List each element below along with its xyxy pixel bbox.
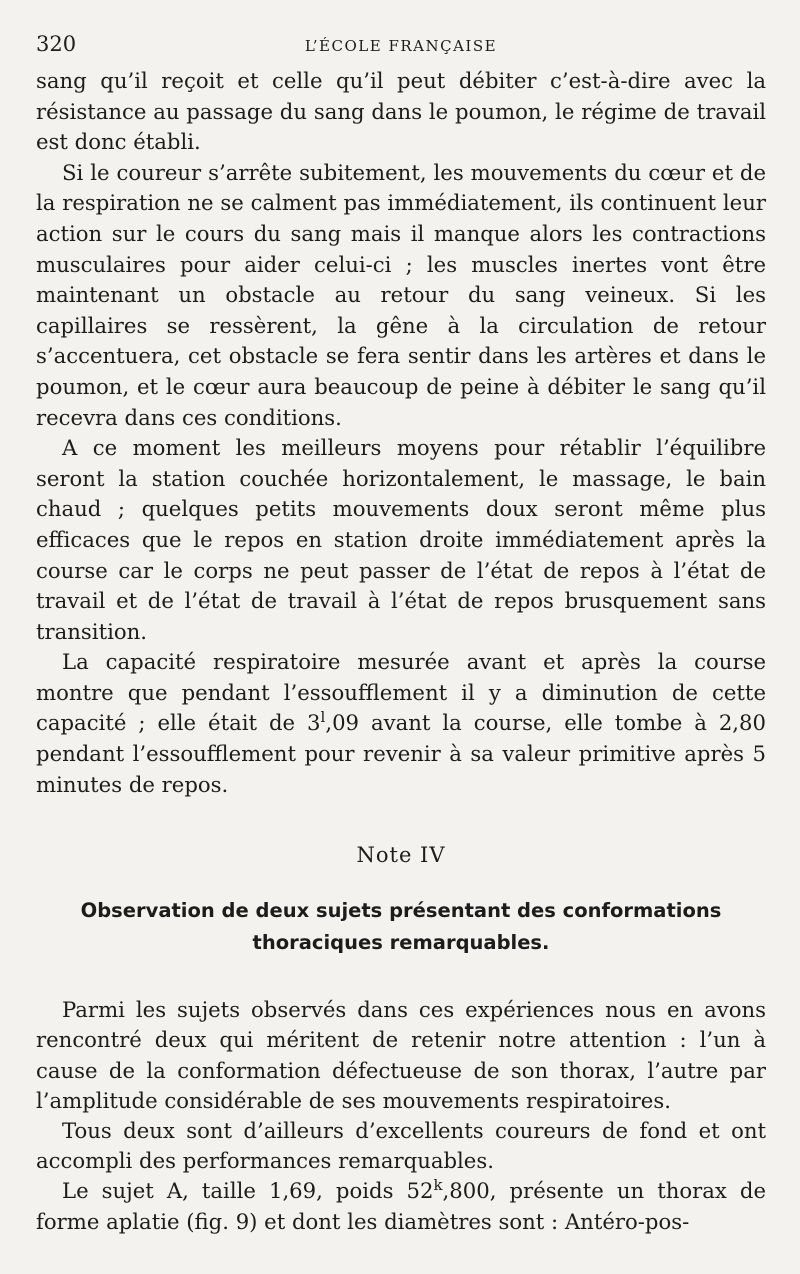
running-head bbox=[36, 30, 766, 66]
paragraph-runner-stops: Si le coureur s’arrête subitement, les mouvements du cœur et de la respiration ne se calment pas immédiatement, ils continuent leur action sur le cours du sang mais il manque alors les contractions musculaires pour aider celui-ci ; les muscles inertes vont être maintenant un obstacle au retour du sang veineux. Si les capillaires se ressèrent, la gêne à la circulation de retour s’accentuera, cet obstacle se fera sentir dans les artères et dans le poumon, et le cœur aura beaucoup de peine à débiter le sang qu’il recevra dans ces conditions. bbox=[36, 159, 766, 430]
paragraph-subjects: Parmi les sujets observés dans ces expériences nous en avons rencontré deux qui méritent de retenir notre attention : l’un à cause de la conformation défectueuse de son thorax, l’autre par l’amplitude considérable de ses mouvements respiratoires. bbox=[36, 997, 766, 1113]
paragraph-subject-a bbox=[36, 1176, 766, 1236]
unit-superscript: l bbox=[320, 708, 326, 727]
paragraph-runners: Tous deux sont d’ailleurs d’excellents coureurs de fond et ont accompli des performances remarquables. bbox=[36, 1118, 766, 1174]
paragraph-respiratory-capacity bbox=[36, 647, 766, 800]
note-title-line: Observation de deux sujets présentant des conformations bbox=[80, 899, 722, 923]
note-heading: Note IV bbox=[356, 843, 446, 868]
text-segment: Le sujet A, taille 1,69, poids 52 bbox=[62, 1178, 434, 1204]
book-page bbox=[36, 30, 766, 1237]
paragraph-recovery: A ce moment les meilleurs moyens pour rétablir l’équilibre seront la station couchée horizontalement, le massage, le bain chaud ; quelques petits mouvements doux seront même plus efficaces que le repos en station droite immédiatement après la course car le corps ne peut passer de l’état de repos à l’état de travail et de l’état de travail à l’état de repos brusquement sans transition. bbox=[36, 435, 766, 644]
section-2 bbox=[36, 995, 766, 1237]
note-title bbox=[36, 895, 766, 959]
text-segment: ,800, présente un thorax de forme aplatie (fig. 9) et dont les diamètres sont : Antéro-pos- bbox=[36, 1178, 766, 1234]
page-number: 320 bbox=[36, 32, 77, 56]
text-segment: La capacité respiratoire mesurée avant et après la course montre que pendant l’essoufflement il y a diminution de cette capacité ; elle était de 3 bbox=[36, 649, 766, 736]
paragraph-continued: sang qu’il reçoit et celle qu’il peut débiter c’est-à-dire avec la résistance au passage du sang dans le poumon, le régime de travail est donc établi. bbox=[36, 68, 766, 155]
running-title: L’ÉCOLE FRANÇAISE bbox=[304, 37, 498, 55]
section-1 bbox=[36, 66, 766, 800]
note-title-line: thoraciques remarquables. bbox=[252, 931, 550, 955]
text-segment: ,09 avant la course, elle tombe à 2,80 pendant l’essoufflement pour revenir à sa valeur primitive après 5 minutes de repos. bbox=[36, 710, 766, 797]
unit-superscript: k bbox=[433, 1176, 443, 1195]
